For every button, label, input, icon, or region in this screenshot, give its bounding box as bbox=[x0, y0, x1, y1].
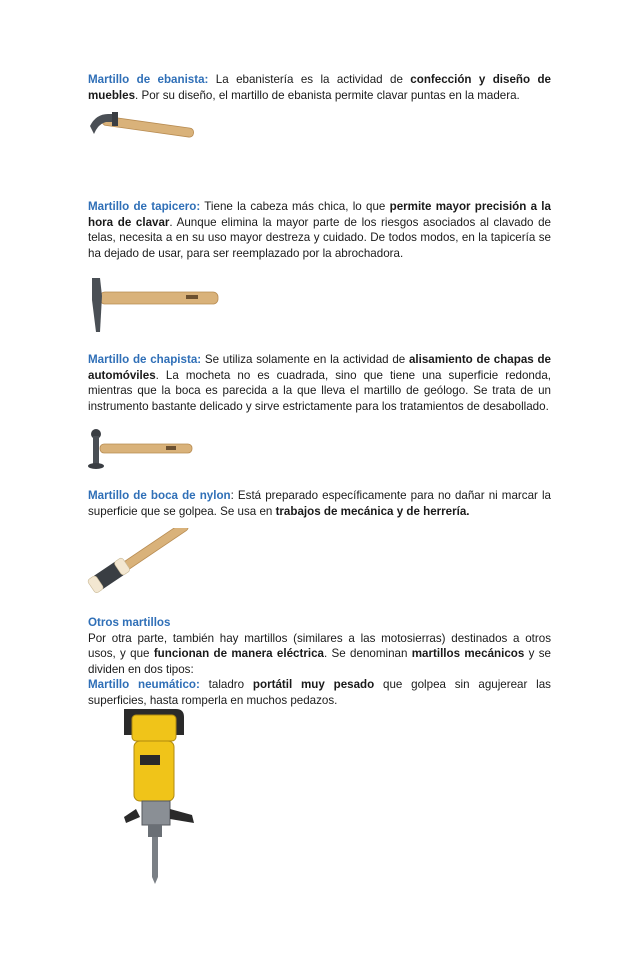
text: que golpea sin agujerear las superficies, hasta romperla en muchos pedazos. bbox=[88, 678, 551, 707]
text: Por otra parte, también hay martillos (similares a las motosierras) destinados a otros usos, y que bbox=[88, 631, 551, 661]
section-title: Martillo de tapicero: bbox=[88, 200, 201, 213]
nylon-hammer-image bbox=[86, 528, 190, 594]
section-title: Martillo de boca de nylon bbox=[88, 489, 231, 502]
text: . La mocheta no es cuadrada, sino que tiene una superficie redonda, mientras que la boca es parecida a la que lleva el martillo de geólogo. Se trata de un instrumento bastante delicado y sirve estrictamente para los tratamientos de desabollado. bbox=[88, 368, 551, 413]
section-heading: Otros martillos bbox=[88, 616, 171, 629]
bold-text: trabajos de mecánica y de herrería. bbox=[275, 504, 470, 518]
text: Tiene la cabeza más chica, lo que bbox=[200, 200, 390, 213]
text: Está preparado específicamente para no dañar ni marcar la superficie que se golpea. Se usa en bbox=[88, 489, 551, 518]
section-ebanista bbox=[88, 72, 551, 103]
tapicero-hammer-image bbox=[86, 276, 220, 334]
text: taladro bbox=[199, 678, 253, 692]
text: La ebanistería es la actividad de bbox=[208, 73, 411, 86]
bold-text: martillos mecánicos bbox=[411, 647, 525, 661]
bold-text: alisamiento de chapas de automóviles bbox=[88, 353, 552, 382]
paragraph bbox=[88, 677, 551, 708]
section-title: Martillo de ebanista: bbox=[88, 73, 209, 86]
ebanista-hammer-image bbox=[86, 108, 196, 148]
paragraph bbox=[88, 631, 551, 678]
section-title: Martillo de chapista: bbox=[88, 353, 202, 366]
bold-text: permite mayor precisión a la hora de clavar bbox=[88, 200, 551, 229]
section-tapicero bbox=[88, 199, 551, 261]
section-chapista bbox=[88, 352, 551, 414]
section-nylon bbox=[88, 488, 551, 519]
text: . Aunque elimina la mayor parte de los riesgos asociados al clavado de telas, necesita a en su uso mayor destreza y cuidado. De todos modos, en la tapicería se ha dejado de usar, para ser reemplazado por la abrochadora. bbox=[88, 215, 551, 260]
section-title: Martillo neumático: bbox=[88, 678, 200, 692]
pneumatic-hammer-image bbox=[118, 705, 198, 885]
text: . Se denominan bbox=[324, 647, 412, 661]
text: Se utiliza solamente en la actividad de bbox=[201, 353, 409, 366]
chapista-hammer-image bbox=[86, 428, 194, 470]
bold-text: portátil muy pesado bbox=[252, 678, 375, 692]
section-otros bbox=[88, 615, 551, 709]
text: . Por su diseño, el martillo de ebanista permite clavar puntas en la madera. bbox=[135, 88, 520, 102]
text: y se dividen en dos tipos: bbox=[88, 647, 551, 676]
text: : bbox=[230, 489, 234, 502]
bold-text: funcionan de manera eléctrica bbox=[153, 647, 324, 661]
bold-text: confección y diseño de muebles bbox=[88, 73, 551, 102]
